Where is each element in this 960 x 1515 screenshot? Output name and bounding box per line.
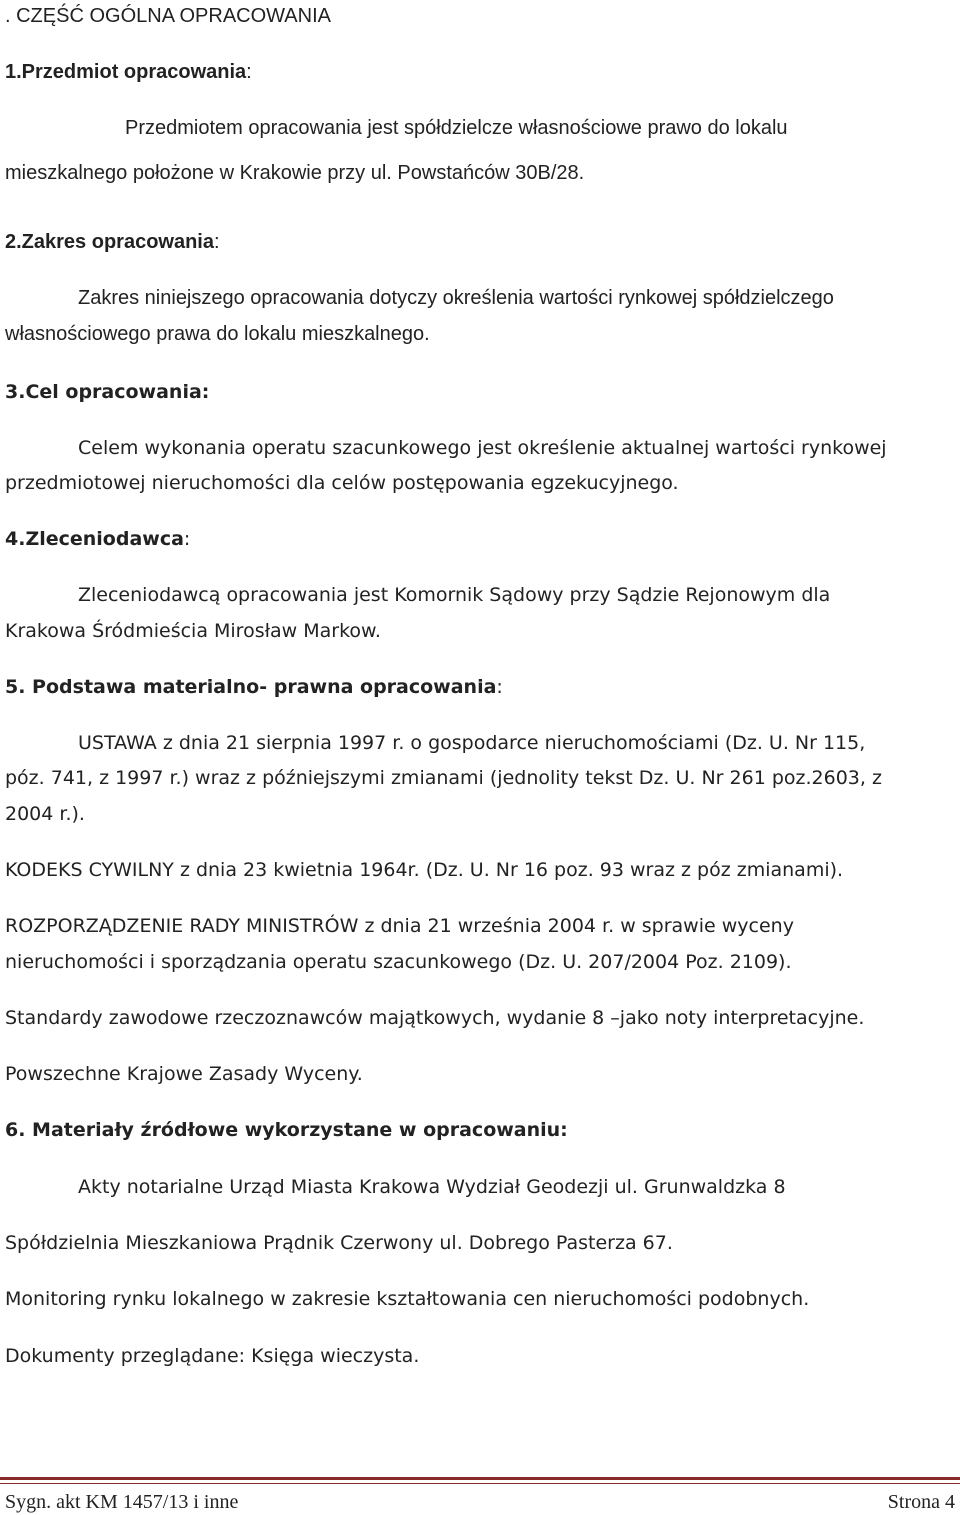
heading-zakres-text: 2.Zakres opracowania (5, 231, 214, 253)
heading-podstawa-text: 5. Podstawa materialno- prawna opracowania (5, 676, 497, 698)
footer-rule-thick (0, 1477, 960, 1480)
zleceniodawca-line-1: Zleceniodawcą opracowania jest Komornik Sądowy przy Sądzie Rejonowym dla (78, 584, 831, 606)
footer-case-number: Sygn. akt KM 1457/13 i inne (5, 1491, 239, 1513)
section-title-text: . CZĘŚĆ OGÓLNA OPRACOWANIA (5, 5, 331, 27)
footer-page-number: Strona 4 (887, 1491, 955, 1513)
heading-cel: 3.Cel opracowania: (5, 381, 210, 403)
standardy-line: Standardy zawodowe rzeczoznawców majątkowych, wydanie 8 –jako noty interpretacyjne. (5, 1007, 865, 1029)
ustawa-line-1: USTAWA z dnia 21 sierpnia 1997 r. o gospodarce nieruchomościami (Dz. U. Nr 115, (78, 732, 866, 754)
przedmiot-line-1: Przedmiotem opracowania jest spółdzielcze własnościowe prawo do lokalu (125, 117, 788, 139)
heading-zakres (5, 230, 220, 254)
heading-zleceniodawca (5, 527, 190, 551)
zakres-line-2: własnościowego prawa do lokalu mieszkalnego. (5, 323, 430, 345)
footer-rule-thin (0, 1483, 960, 1484)
heading-przedmiot-text: 1.Przedmiot opracowania (5, 61, 247, 83)
heading-materialy: 6. Materiały źródłowe wykorzystane w opracowaniu: (5, 1119, 568, 1141)
ustawa-line-2: póz. 741, z 1997 r.) wraz z późniejszymi zmianami (jednolity tekst Dz. U. Nr 261 poz.2603, z (5, 767, 882, 789)
rozporzadzenie-line-1: ROZPORZĄDZENIE RADY MINISTRÓW z dnia 21 września 2004 r. w sprawie wyceny (5, 915, 794, 937)
zleceniodawca-line-2: Krakowa Śródmieścia Mirosław Markow. (5, 620, 381, 642)
section-title (5, 4, 331, 28)
cel-line-1: Celem wykonania operatu szacunkowego jest określenie aktualnej wartości rynkowej (78, 437, 887, 459)
rozporzadzenie-line-2: nieruchomości i sporządzania operatu szacunkowego (Dz. U. 207/2004 Poz. 2109). (5, 951, 792, 973)
ustawa-line-3: 2004 r.). (5, 803, 85, 825)
spoldzielnia-line: Spółdzielnia Mieszkaniowa Prądnik Czerwony ul. Dobrego Pasterza 67. (5, 1232, 673, 1254)
cel-line-2: przedmiotowej nieruchomości dla celów postępowania egzekucyjnego. (5, 472, 679, 494)
zasady-line: Powszechne Krajowe Zasady Wyceny. (5, 1063, 363, 1085)
heading-colon: : (496, 676, 503, 698)
kodeks-line: KODEKS CYWILNY z dnia 23 kwietnia 1964r. (Dz. U. Nr 16 poz. 93 wraz z póz zmianami). (5, 859, 844, 881)
heading-colon: : (213, 231, 220, 253)
przedmiot-line-2: mieszkalnego położone w Krakowie przy ul. Powstańców 30B/28. (5, 162, 585, 184)
zakres-line-1: Zakres niniejszego opracowania dotyczy określenia wartości rynkowej spółdzielczego (78, 287, 834, 309)
heading-podstawa (5, 675, 503, 699)
dokumenty-line: Dokumenty przeglądane: Księga wieczysta. (5, 1345, 420, 1367)
heading-zleceniodawca-text: 4.Zleceniodawca (5, 528, 184, 550)
monitoring-line: Monitoring rynku lokalnego w zakresie kształtowania cen nieruchomości podobnych. (5, 1288, 810, 1310)
akty-line: Akty notarialne Urząd Miasta Krakowa Wydział Geodezji ul. Grunwaldzka 8 (78, 1176, 786, 1198)
heading-colon: : (246, 61, 252, 83)
heading-colon: : (183, 528, 191, 550)
heading-przedmiot (5, 60, 252, 84)
